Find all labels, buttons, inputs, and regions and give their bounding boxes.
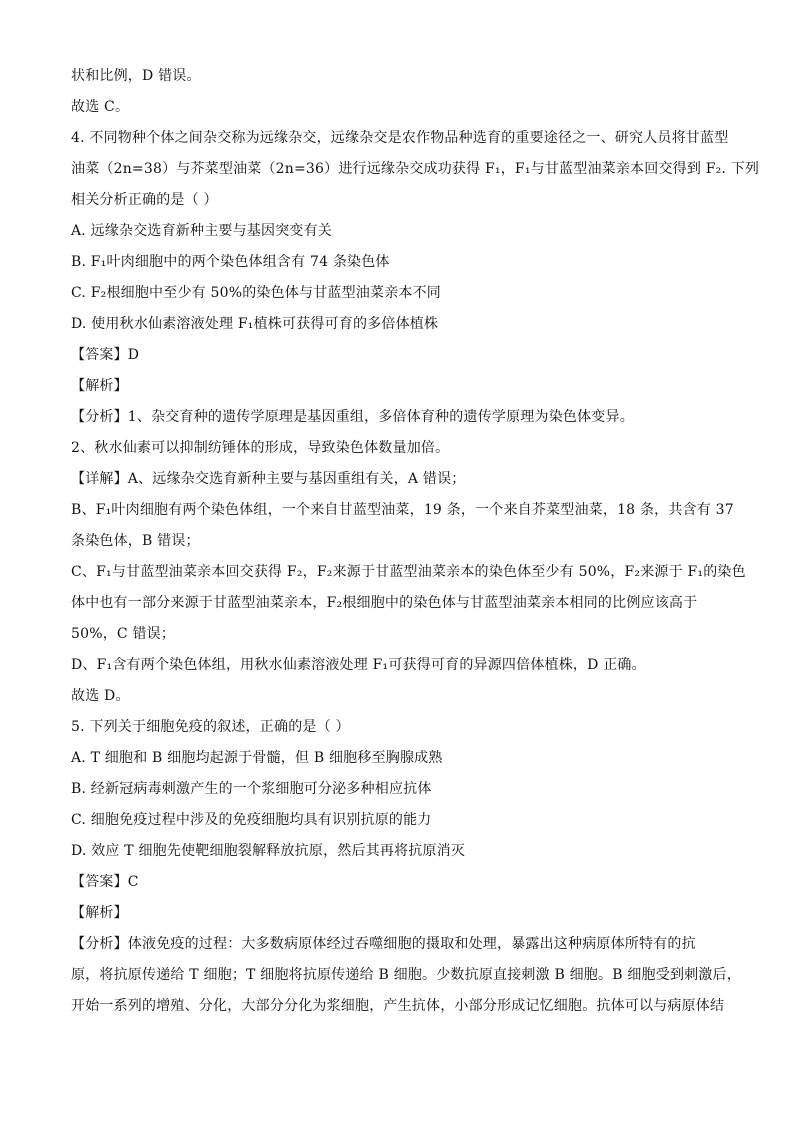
text-line: 状和比例，D 错误。 bbox=[71, 68, 201, 84]
question-4-stem-end: 相关分析正确的是（ ） bbox=[71, 192, 218, 208]
analysis-text: 【分析】体液免疫的过程：大多数病原体经过吞噬细胞的摄取和处理，暴露出这种病原体所特有的抗 bbox=[71, 936, 696, 952]
option-c: C. F₂根细胞中至少有 50%的染色体与甘蓝型油菜亲本不同 bbox=[71, 285, 442, 301]
option-b: B. 经新冠病毒刺激产生的一个浆细胞可分泌多种相应抗体 bbox=[71, 781, 432, 797]
detail-text: D、F₁含有两个染色体组，用秋水仙素溶液处理 F₁可获得可育的异源四倍体植株，D 正确。 bbox=[71, 657, 646, 673]
option-a: A. 远缘杂交选育新种主要与基因突变有关 bbox=[71, 223, 333, 239]
detail-text: C、F₁与甘蓝型油菜亲本回交获得 F₂，F₂来源于甘蓝型油菜亲本的染色体至少有 50%，F₂来源于 F₁的染色 bbox=[71, 564, 746, 580]
analysis-label: 【解析】 bbox=[71, 905, 128, 921]
analysis-text: 原，将抗原传递给 T 细胞；T 细胞将抗原传递给 B 细胞。少数抗原直接刺激 B 细胞。B 细胞受到刺激后， bbox=[71, 967, 741, 983]
option-d: D. 效应 T 细胞先使靶细胞裂解释放抗原，然后其再将抗原消灭 bbox=[71, 843, 466, 859]
option-a: A. T 细胞和 B 细胞均起源于骨髓，但 B 细胞移至胸腺成熟 bbox=[71, 750, 443, 766]
option-d: D. 使用秋水仙素溶液处理 F₁植株可获得可育的多倍体植株 bbox=[71, 316, 439, 332]
detail-text: 体中也有一部分来源于甘蓝型油菜亲本，F₂根细胞中的染色体与甘蓝型油菜亲本相同的比例应该高于 bbox=[71, 595, 698, 611]
analysis-text: 【分析】1、杂交育种的遗传学原理是基因重组，多倍体育种的遗传学原理为染色体变异。 bbox=[71, 409, 634, 425]
question-4-stem: 4. 不同物种个体之间杂交称为远缘杂交，远缘杂交是农作物品种选育的重要途径之一、研究人员将甘蓝型 bbox=[71, 130, 729, 146]
option-b: B. F₁叶肉细胞中的两个染色体组含有 74 条染色体 bbox=[71, 254, 390, 270]
detail-text: 50%，C 错误； bbox=[71, 626, 176, 642]
option-c: C. 细胞免疫过程中涉及的免疫细胞均具有识别抗原的能力 bbox=[71, 812, 432, 828]
answer-label: 【答案】D bbox=[71, 347, 140, 363]
analysis-text: 开始一系列的增殖、分化，大部分分化为浆细胞，产生抗体，小部分形成记忆细胞。抗体可以与病原体结 bbox=[71, 998, 725, 1014]
question-4-stem-cont: 油菜（2n=38）与芥菜型油菜（2n=36）进行远缘杂交成功获得 F₁，F₁与甘蓝型油菜亲本回交得到 F₂. 下列 bbox=[71, 161, 760, 177]
answer-label: 【答案】C bbox=[71, 874, 139, 890]
analysis-label: 【解析】 bbox=[71, 378, 128, 394]
conclusion: 故选 D。 bbox=[71, 688, 130, 704]
analysis-text: 2、秋水仙素可以抑制纺锤体的形成，导致染色体数量加倍。 bbox=[71, 440, 450, 456]
detail-text: B、F₁叶肉细胞有两个染色体组，一个来自甘蓝型油菜，19 条，一个来自芥菜型油菜，18 条，共含有 37 bbox=[71, 502, 734, 518]
detail-text: 【详解】A、远缘杂交选育新种主要与基因重组有关，A 错误； bbox=[71, 471, 466, 487]
question-5-stem: 5. 下列关于细胞免疫的叙述，正确的是（ ） bbox=[71, 719, 350, 735]
text-line: 故选 C。 bbox=[71, 99, 130, 115]
detail-text: 条染色体，B 错误； bbox=[71, 533, 200, 549]
